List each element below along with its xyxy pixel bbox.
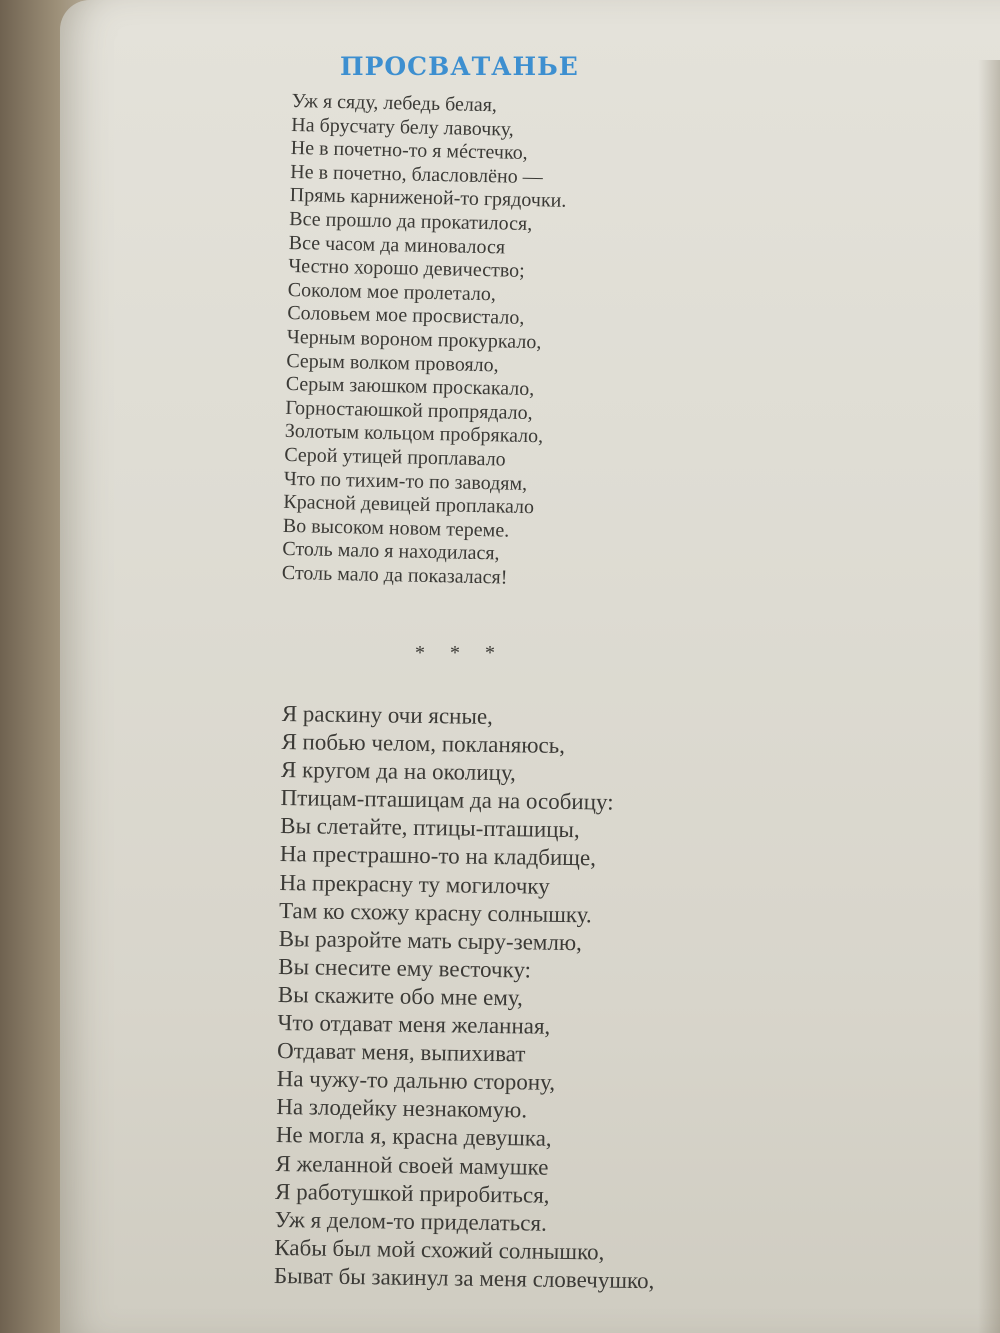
poem-line: Красной девицей проплакало (283, 491, 535, 519)
poem-line: Честно хорошо девичество; (288, 255, 525, 283)
poem-line: Отдават меня, выпихиват (276, 1038, 526, 1067)
stanza-separator: * * * (415, 642, 505, 664)
poem-line: Уж я делом-то приделаться. (274, 1206, 547, 1236)
poem-title: ПРОСВАТАНЬЕ (340, 52, 579, 81)
poem-line: Серым волком провояло, (286, 349, 499, 376)
poem-line: На прекрасну ту могилочку (279, 869, 550, 899)
poem-stanza-2 (274, 700, 663, 1295)
poem-line: Быват бы закинул за меня словечушко, (273, 1262, 655, 1294)
poem-stanza-1 (282, 90, 569, 591)
poem-line: Соловьем мое просвистало, (287, 302, 525, 330)
poem-line: Столь мало да показалася! (281, 561, 508, 589)
poem-line: Вы скажите обо мне ему, (277, 981, 524, 1011)
poem-line: На чужу-то дальню сторону, (276, 1066, 556, 1096)
poem-line: Черным вороном прокуркало, (286, 325, 542, 354)
poem-line: Что по тихим-то по заводям, (283, 467, 528, 495)
poem-line: Горностаюшкой пропрядало, (285, 396, 533, 424)
poem-line: Я раскину очи ясные, (281, 700, 494, 729)
poem-line: Не могла я, красна девушка, (275, 1122, 552, 1152)
poem-line: Серым заюшком проскакало, (285, 373, 535, 401)
poem-line: Я побью челом, покланяюсь, (281, 729, 566, 759)
poem-line: Все прошло да прокатилося, (289, 207, 533, 236)
poem-line: Не в почетно-то я мéстечко, (290, 137, 528, 165)
poem-line: Серой утицей проплавало (284, 443, 506, 471)
page-edge-shadow (978, 60, 1000, 1333)
poem-line: Я кругом да на околицу, (280, 757, 517, 786)
poem-line: Я работушкой приробиться, (274, 1178, 550, 1208)
poem-line: Во высоком новом тереме. (282, 514, 510, 542)
poem-line: Столь мало я находилася, (282, 538, 500, 565)
poem-line: Кабы был мой схожий солнышко, (274, 1234, 605, 1265)
poem-line: Птицам-пташицам да на особицу: (280, 785, 614, 815)
poem-line: Не в почетно, бласловлёно — (290, 160, 543, 189)
poem-line: На престрашно-то на кладбище, (279, 841, 597, 871)
poem-line: Вы разройте мать сыру-землю, (278, 925, 583, 955)
poem-line: Прямь карниженой-то грядочки. (289, 184, 567, 213)
poem-line: Что отдават меня желанная, (277, 1010, 551, 1039)
poem-line: Я желанной своей мамушке (275, 1150, 549, 1180)
poem-line: Все часом да миновалося (288, 231, 506, 259)
poem-line: На брусчату белу лавочку, (291, 113, 514, 141)
poem-line: Вы слетайте, птицы-пташицы, (280, 813, 580, 843)
poem-line: Золотым кольцом пробрякало, (284, 420, 544, 448)
poem-line: Вы снесите ему весточку: (278, 953, 532, 983)
poem-line: Соколом мое пролетало, (287, 278, 497, 306)
poem-line: Уж я сяду, лебедь белая, (291, 90, 498, 117)
poem-line: Там ко схожу красну солнышку. (278, 897, 592, 927)
poem-line: На злодейку незнакомую. (276, 1094, 528, 1123)
